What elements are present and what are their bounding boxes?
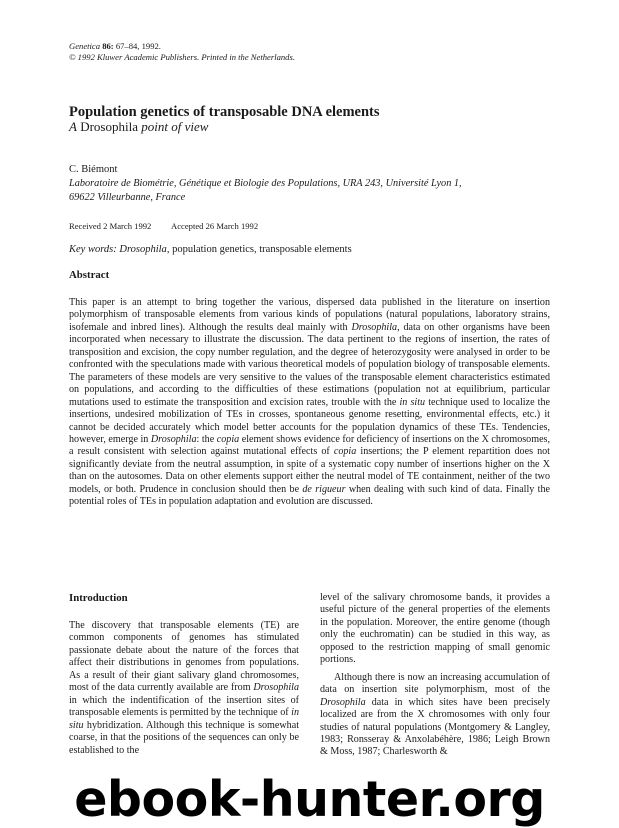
journal-name: Genetica [69, 41, 101, 51]
accepted-date: Accepted 26 March 1992 [171, 221, 259, 231]
keywords: Key words: Drosophila, population genetics, transposable elements [69, 244, 352, 255]
submission-dates [69, 221, 276, 231]
watermark-text: ebook-hunter.org [74, 771, 545, 828]
keywords-label: Key words: [69, 244, 117, 255]
journal-volume: 86: [102, 41, 114, 51]
introduction-heading: Introduction [69, 592, 128, 604]
paper-subtitle: A Drosophila point of view [69, 119, 209, 134]
author-affiliation: Laboratoire de Biométrie, Génétique et Biologie des Populations, URA 243, Université Lyon 1, 69622 Villeurbanne, France [69, 178, 462, 203]
paper-title: Population genetics of transposable DNA elements [69, 104, 380, 120]
abstract-heading: Abstract [69, 269, 110, 281]
received-date: Received 2 March 1992 [69, 221, 152, 231]
journal-citation [69, 41, 295, 62]
journal-pages: 67–84, 1992. [115, 41, 161, 51]
author-name: C. Biémont [69, 164, 118, 175]
intro-left-column: The discovery that transposable elements (TE) are common components of genomes has stimulated passionate debate about the nature of the forces that affect their distributions in genomes from populations. As a result of their giant salivary gland chromosomes, most of the data currently available are from Drosophila in which the indentification of the insertion sites of transposable elements is permitted by the technique of in situ hybridization. Although this technique is somewhat coarse, in that the positions of the sequences can only be established to the [69, 620, 299, 756]
abstract-body: This paper is an attempt to bring together the various, dispersed data published in the literature on insertion polymorphism of transposable elements from various kinds of populations (natural populations, laboratory strains, isofemale and inbred lines). Although the results deal mainly with Drosophila, data on other organisms have been incorporated when necessary to illustrate the discussion. The data pertinent to the regions of insertion, the rates of transposition and excision, the copy number regulation, and the degree of heterozygosity were analysed in order to be confronted with the speculations made with various theoretical models of population biology of transposable elements. The parameters of these models are very sensitive to the values of the transposable element characteristics estimated on populations, and according to the difficulties of these estimations (population not at equilibrium, particular mutations used to estimate the transposition and excision rates, trouble with the in situ technique used to localize the insertions, undesired mobilization of TEs in crosses, spontaneous genome resetting, environmental effects, etc.) it cannot be decided accurately which model better accounts for the population dynamics of these TEs. Tendencies, however, emerge in Drosophila: the copia element shows evidence for deficiency of insertions on the X chromosomes, a result consistent with selection against mutational effects of copia insertions; the P element repartition does not significantly deviate from the neutral assumption, in spite of a systematic copy number of insertions higher on the X than on the autosomes. Data on other elements support either the neutral model of TE containment, neither of the two models, or both. Prudence in conclusion should then be de rigueur when dealing with such kind of data. Finally the potential roles of TEs in population adaptation and evolution are discussed. [69, 297, 551, 508]
copyright-line: © 1992 Kluwer Academic Publishers. Printed in the Netherlands. [69, 51, 295, 62]
intro-right-column: level of the salivary chromosome bands, it provides a useful picture of the general properties of the elements in the population. Moreover, the entire genome (though only the euchromatin) can be studied in this way, as opposed to the restriction mapping of small genomic portions. Although there is now an increasing accumulation of data on insertion site polymorphism, most of the Drosophila data in which sites have been precisely localized are from the X chromosomes with only four studies of natural populations (Montgomery & Langley, 1983; Ronsseray & Anxolabéhère, 1986; Leigh Brown & Moss, 1987; Charlesworth & [320, 592, 550, 758]
